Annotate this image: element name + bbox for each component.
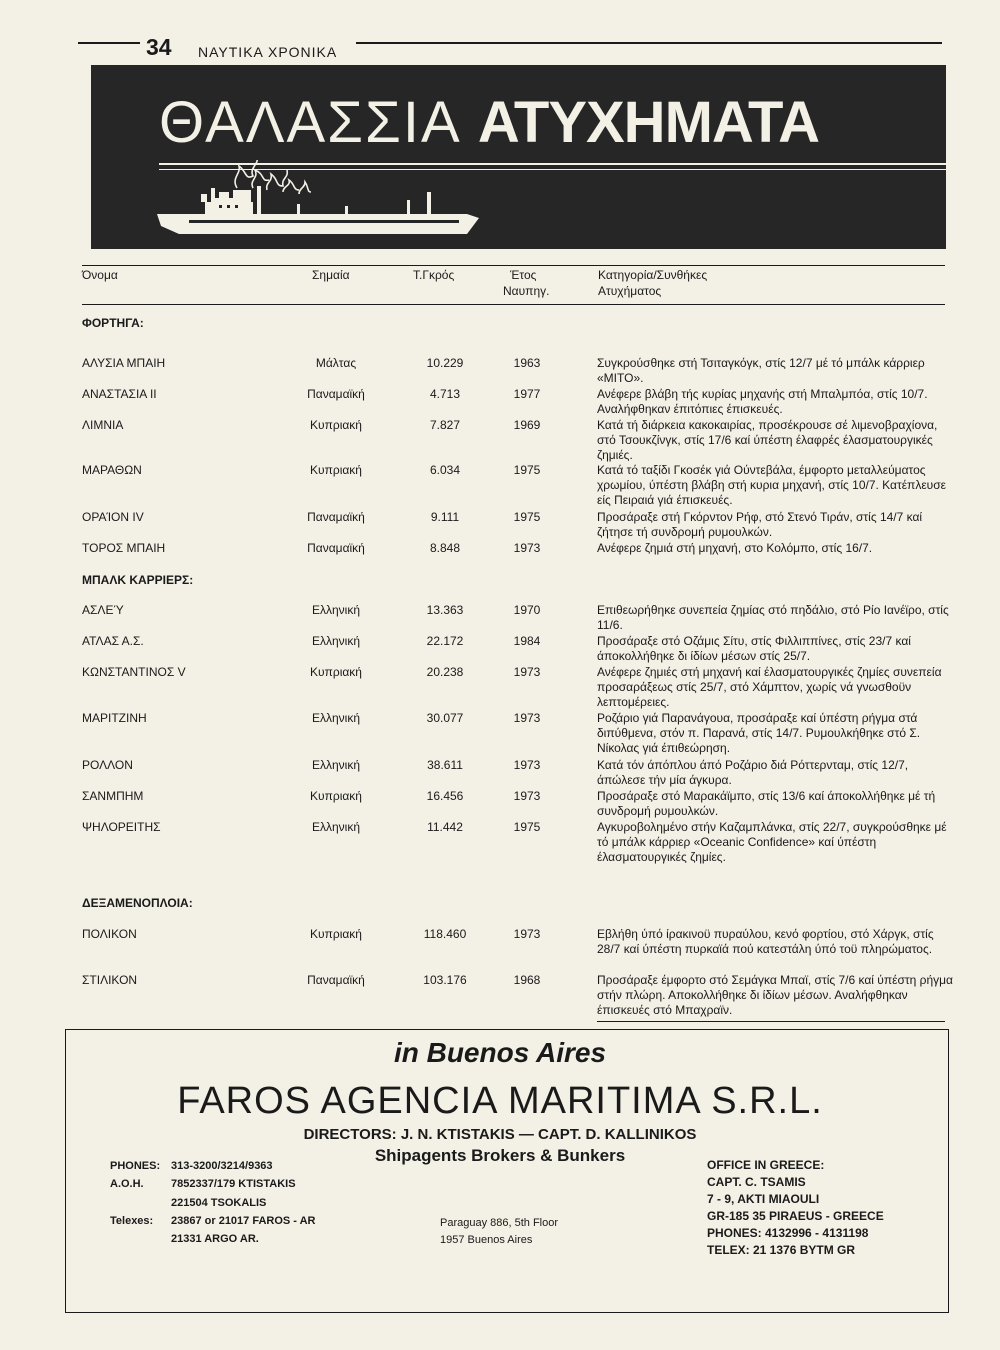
row-description: Εβλήθη ύπό ίρακινοϋ πυραύλου, κενό φορτίου, στό Χάργκ, στίς 28/7 καί ύπέστη πυρκαϊά πού κατεστάλη ύπό τοϋ πληρώματος. <box>597 927 934 956</box>
row-ship-name: ΨΗΛΟΡΕΙΤΗΣ <box>82 820 161 834</box>
row-description: Κατά τόν άπόπλου άπό Ροζάριο διά Ρόττερνταμ, στίς 12/7, άπώλεσε τήν μία άγκυρα. <box>597 758 909 787</box>
row-ship-name: ΑΤΛΑΣ Α.Σ. <box>82 634 144 648</box>
ad-office-line-3: 7 - 9, AKTI MIAOULI <box>707 1192 820 1206</box>
row-grt: 10.229 <box>426 356 464 370</box>
banner-title-thin: ΘΑΛΑΣΣΙΑ <box>159 90 462 155</box>
row-flag: Κυπριακή <box>310 418 362 432</box>
row-description: Αγκυροβολημένο στήν Καζαμπλάνκα, στίς 22/7, συγκρούσθηκε μέ τό μπάλκ κάρριερ «Oceanic Confidence» καί ύπέστη έλασματουργικές ζημίες. <box>597 820 947 864</box>
col-header-flag: Σημαία <box>312 268 350 282</box>
row-flag: Μάλτας <box>315 356 357 370</box>
ad-phones-label: PHONES: <box>110 1160 161 1172</box>
ad-address-1: Paraguay 886, 5th Floor <box>440 1217 559 1229</box>
row-description: Ροζάριο γιά Παρανάγουα, προσάραξε καί ύπέστη ρήγμα στά διπύθμενα, στόν π. Παρανά, στίς 14/7. Ρυμουλκήθηκε στό Σ. Νίκολας γιά έπιθεώρηση. <box>597 711 921 755</box>
ad-office-line-1: OFFICE IN GREECE: <box>707 1158 825 1172</box>
row-description: Συγκρούσθηκε στή Τσιταγκόγκ, στίς 12/7 μέ τό μπάλκ κάρριερ «ΜΙΤΟ». <box>597 356 925 385</box>
ad-office-line-4: GR-185 35 PIRAEUS - GREECE <box>707 1209 884 1223</box>
ad-aoh-1: 7852337/179 KTISTAKIS <box>171 1178 296 1190</box>
col-header-name: Όνομα <box>82 268 118 282</box>
ad-phones: 313-3200/3214/9363 <box>171 1160 273 1172</box>
ad-telexes-label: Telexes: <box>110 1215 154 1227</box>
col-header-category-2: Ατυχήματος <box>598 284 662 298</box>
row-ship-name: ΤΟΡΟΣ ΜΠΑΙΗ <box>82 541 166 555</box>
banner-title-bold: ΑΤΥΧΗΜΑΤΑ <box>477 90 819 155</box>
row-grt: 20.238 <box>426 665 464 679</box>
row-grt: 9.111 <box>430 510 460 524</box>
row-build-year: 1975 <box>513 463 541 477</box>
row-description: Κατά τό ταξίδι Γκοσέκ γιά Ούντεβάλα, έμφορτο μεταλλεύματος χρωμίου, ύπέστη βλάβη στή κυρια μηχανή, στίς 10/7. Κατέπλευσε είς Πειραιά γιά έπισκευές. <box>597 463 947 507</box>
row-description: Ανέφερε ζημιές στή μηχανή καί έλασματουργικές ζημίες συνεπεία προσαράξεως στίς 25/7, στό Χάμπτον, χωρίς νά γνωσθοϋν λεπτομέρειες. <box>597 665 942 709</box>
row-ship-name: ΡΟΛΛΟΝ <box>82 758 133 772</box>
row-ship-name: ΟΡΑΊΟΝ IV <box>82 510 144 524</box>
row-grt: 4.713 <box>429 387 461 401</box>
row-flag: Ελληνική <box>311 603 361 617</box>
row-description: Προσάραξε στή Γκόρντον Ρήφ, στό Στενό Τιράν, στίς 14/7 καί ζήτησε τή συνδρομή ρυμουλκών. <box>597 510 923 539</box>
col-header-category: Κατηγορία/Συνθήκες <box>598 268 708 282</box>
row-flag: Ελληνική <box>311 820 361 834</box>
col-header-grt: Τ.Γκρός <box>413 268 455 282</box>
row-flag: Παναμαϊκή <box>307 973 365 987</box>
row-build-year: 1970 <box>513 603 541 617</box>
ad-directors: DIRECTORS: J. N. KTISTAKIS — CAPT. D. KALLINIKOS <box>303 1126 697 1143</box>
row-build-year: 1963 <box>513 356 541 370</box>
row-build-year: 1973 <box>513 711 541 725</box>
row-grt: 16.456 <box>426 789 464 803</box>
row-build-year: 1984 <box>513 634 541 648</box>
row-flag: Ελληνική <box>311 634 361 648</box>
row-build-year: 1973 <box>513 927 541 941</box>
table-bottom-rule <box>597 1021 945 1022</box>
row-description: Κατά τή διάρκεια κακοκαιρίας, προσέκρουσε σέ λιμενοβραχίονα, στό Τσουκζίνγκ, στίς 17/6 καί ύπέστη έλαφρές έλασματουργικές ζημιές. <box>597 418 938 462</box>
row-flag: Κυπριακή <box>310 463 362 477</box>
row-flag: Παναμαϊκή <box>307 541 365 555</box>
row-ship-name: ΛΙΜΝΙΑ <box>82 418 124 432</box>
row-build-year: 1968 <box>513 973 541 987</box>
ad-address-2: 1957 Buenos Aires <box>440 1234 533 1246</box>
header-rule-right <box>356 42 942 44</box>
section-title: ΜΠΑΛΚ ΚΑΡΡΙΕΡΣ: <box>82 573 194 587</box>
header-rule-left <box>78 42 140 44</box>
row-flag: Παναμαϊκή <box>307 510 365 524</box>
row-grt: 22.172 <box>426 634 464 648</box>
row-grt: 103.176 <box>423 973 467 987</box>
magazine-name: ΝΑΥΤΙΚΑ ΧΡΟΝΙΚΑ <box>198 44 338 60</box>
row-ship-name: ΑΝΑΣΤΑΣΙΑ ΙΙ <box>82 387 157 401</box>
row-flag: Παναμαϊκή <box>307 387 365 401</box>
row-build-year: 1973 <box>513 541 541 555</box>
row-build-year: 1973 <box>513 789 541 803</box>
row-ship-name: ΠΟΛΙΚΟΝ <box>82 927 137 941</box>
row-ship-name: ΣΤΙΛΙΚΟΝ <box>82 973 138 987</box>
burning-ship-icon <box>149 160 479 245</box>
row-flag: Κυπριακή <box>310 927 362 941</box>
ad-aoh-2: 221504 TSOKALIS <box>171 1197 267 1209</box>
row-description: Προσάραξε στό Οζάμις Σίτυ, στίς Φιλλιππίνες, στίς 23/7 καί άποκολλήθηκε δι ίδίων μέσων στίς 25/7. <box>597 634 911 663</box>
row-grt: 30.077 <box>426 711 464 725</box>
ad-aoh-label: A.O.H. <box>110 1178 144 1190</box>
section-title: ΦΟΡΤΗΓΑ: <box>82 316 144 330</box>
row-ship-name: ΜΑΡΙΤΖΙΝΗ <box>82 711 147 725</box>
col-header-year: Έτος <box>510 268 537 282</box>
row-description: Ανέφερε ζημιά στή μηχανή, στο Κολόμπο, στίς 16/7. <box>597 541 873 555</box>
ad-tagline: in Buenos Aires <box>393 1037 607 1068</box>
row-ship-name: ΜΑΡΑΘΩΝ <box>82 463 142 477</box>
row-flag: Ελληνική <box>311 758 361 772</box>
section-title: ΔΕΞΑΜΕΝΟΠΛΟΙΑ: <box>82 896 193 910</box>
row-build-year: 1969 <box>513 418 541 432</box>
row-build-year: 1973 <box>513 665 541 679</box>
row-grt: 7.827 <box>429 418 461 432</box>
row-ship-name: ΑΛΥΣΙΑ ΜΠΑΙΗ <box>82 356 166 370</box>
row-build-year: 1975 <box>513 820 541 834</box>
ad-office-line-5: PHONES: 4132996 - 4131198 <box>707 1226 869 1240</box>
ad-company-name: FAROS AGENCIA MARITIMA S.R.L. <box>177 1080 823 1122</box>
row-build-year: 1973 <box>513 758 541 772</box>
row-ship-name: ΑΣΛΕΎ <box>82 603 124 617</box>
row-grt: 38.611 <box>427 758 463 772</box>
ad-office-line-2: CAPT. C. TSAMIS <box>707 1175 806 1189</box>
row-description: Ανέφερε βλάβη τής κυρίας μηχανής στή Μπαλμπόα, στίς 10/7. Αναλήφθηκαν έπιτόπιες έπισκευές. <box>597 387 928 416</box>
row-grt: 6.034 <box>429 463 461 477</box>
row-flag: Ελληνική <box>311 711 361 725</box>
row-description: Προσάραξε στό Μαρακάϊμπο, στίς 13/6 καί άποκολλήθηκε μέ τή συνδρομή ρυμουλκών. <box>597 789 936 818</box>
ad-telex-1: 23867 or 21017 FAROS - AR <box>171 1215 316 1227</box>
row-description: Επιθεωρήθηκε συνεπεία ζημίας στό πηδάλιο, στό Ρίο Ιανέϊρο, στίς 11/6. <box>597 603 949 632</box>
ad-telex-2: 21331 ARGO AR. <box>171 1233 259 1245</box>
page-number: 34 <box>146 34 172 60</box>
ad-services: Shipagents Brokers & Bunkers <box>374 1146 626 1165</box>
row-flag: Κυπριακή <box>310 789 362 803</box>
row-grt: 118.460 <box>423 927 467 941</box>
ad-office-line-6: TELEX: 21 1376 BYTM GR <box>707 1243 856 1257</box>
row-flag: Κυπριακή <box>310 665 362 679</box>
row-description: Προσάραξε έμφορτο στό Σεμάγκα Μπαϊ, στίς 7/6 καί ύπέστη ρήγμα στήν πλώρη. Αποκολλήθηκε δι ίδίων μέσων. Αναλήφθηκαν έπισκευές στό Μπαχραϊν. <box>597 973 953 1017</box>
col-header-year-2: Ναυπηγ. <box>503 284 550 298</box>
row-grt: 13.363 <box>426 603 464 617</box>
row-ship-name: ΚΩΝΣΤΑΝΤΙΝΟΣ V <box>82 665 186 679</box>
row-build-year: 1975 <box>513 510 541 524</box>
table-header-rule <box>82 304 945 305</box>
row-ship-name: ΣΑΝΜΠΗΜ <box>82 789 144 803</box>
table-top-rule <box>82 265 945 266</box>
banner-title <box>159 88 819 158</box>
title-banner <box>91 65 946 249</box>
row-build-year: 1977 <box>513 387 541 401</box>
row-grt: 11.442 <box>427 820 463 834</box>
row-grt: 8.848 <box>429 541 461 555</box>
